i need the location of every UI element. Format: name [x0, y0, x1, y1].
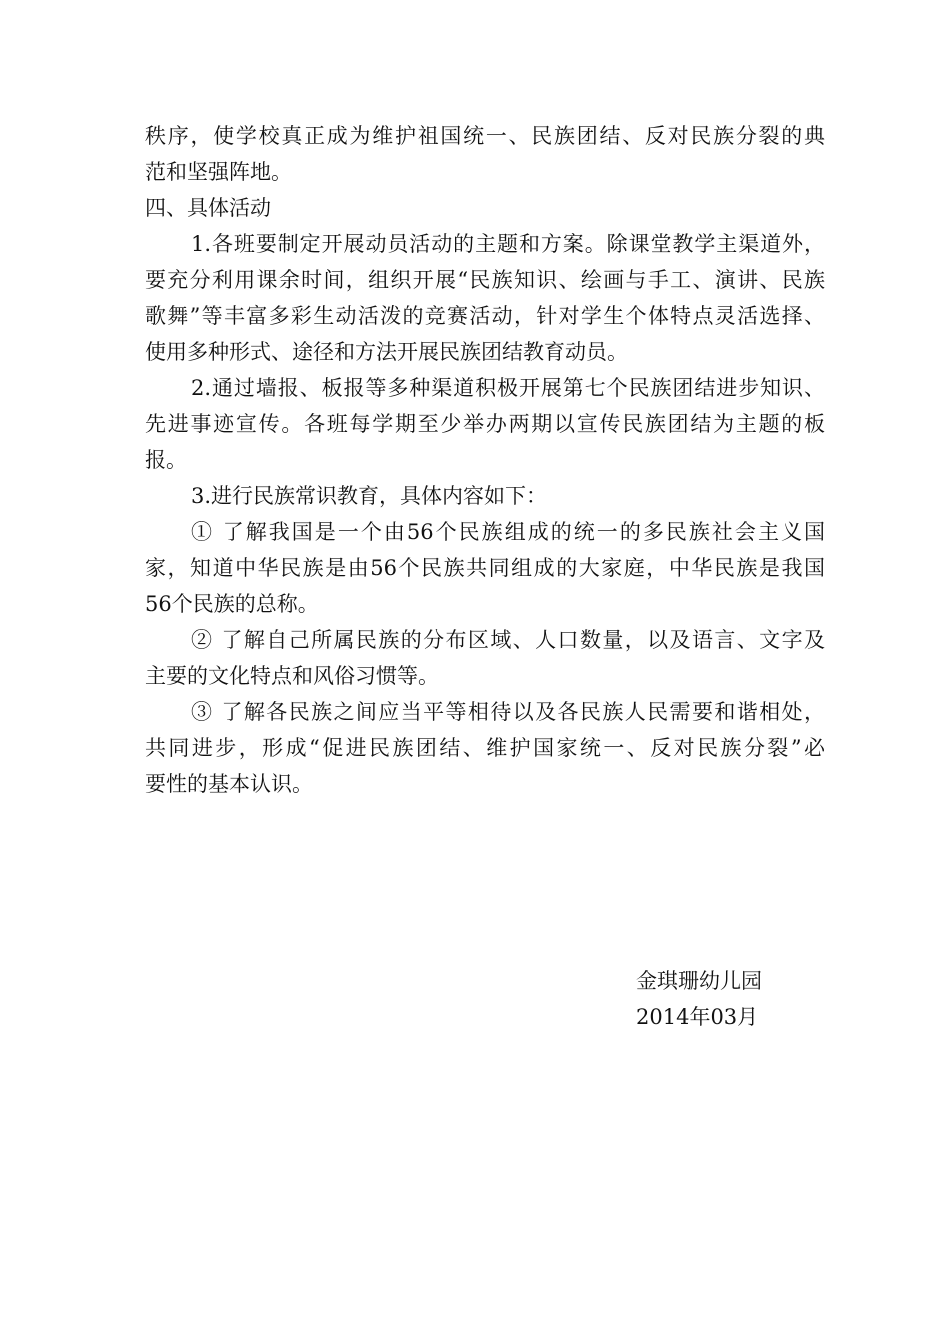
section-heading: 四、具体活动: [145, 196, 271, 220]
item1-line-4: 使用多种形式、途径和方法开展民族团结教育动员。: [145, 340, 628, 364]
sub1-line-1: ① 了解我国是一个由56个民族组成的统一的多民族社会主义国: [191, 520, 825, 544]
signature-date: 2014年03月: [636, 1005, 759, 1029]
sub3-line-2: 共同进步，形成“促进民族团结、维护国家统一、反对民族分裂”必: [145, 736, 825, 760]
signature-block: [636, 963, 836, 1035]
item2-line-1: 2.通过墙报、板报等多种渠道积极开展第七个民族团结进步知识、: [191, 376, 825, 400]
item2-line-2: 先进事迹宣传。各班每学期至少举办两期以宣传民族团结为主题的板: [145, 412, 825, 436]
signature-organization: 金琪珊幼儿园: [636, 969, 762, 993]
intro-line-1: 秩序，使学校真正成为维护祖国统一、民族团结、反对民族分裂的典: [145, 124, 825, 148]
sub2-line-1: ② 了解自己所属民族的分布区域、人口数量，以及语言、文字及: [191, 628, 825, 652]
item1-line-3: 歌舞”等丰富多彩生动活泼的竞赛活动，针对学生个体特点灵活选择、: [145, 304, 825, 328]
sub3-line-3: 要性的基本认识。: [145, 772, 313, 796]
item1-line-1: 1.各班要制定开展动员活动的主题和方案。除课堂教学主渠道外，: [191, 232, 825, 256]
sub3-line-1: ③ 了解各民族之间应当平等相待以及各民族人民需要和谐相处，: [191, 700, 825, 724]
item3-line: 3.进行民族常识教育，具体内容如下：: [191, 484, 548, 508]
sub1-line-3: 56个民族的总称。: [145, 592, 319, 616]
item2-line-3: 报。: [145, 448, 187, 472]
item1-line-2: 要充分利用课余时间，组织开展“民族知识、绘画与手工、演讲、民族: [145, 268, 825, 292]
intro-line-2: 范和坚强阵地。: [145, 160, 292, 184]
sub1-line-2: 家，知道中华民族是由56个民族共同组成的大家庭，中华民族是我国: [145, 556, 825, 580]
document-body: [145, 118, 825, 802]
sub2-line-2: 主要的文化特点和风俗习惯等。: [145, 664, 439, 688]
